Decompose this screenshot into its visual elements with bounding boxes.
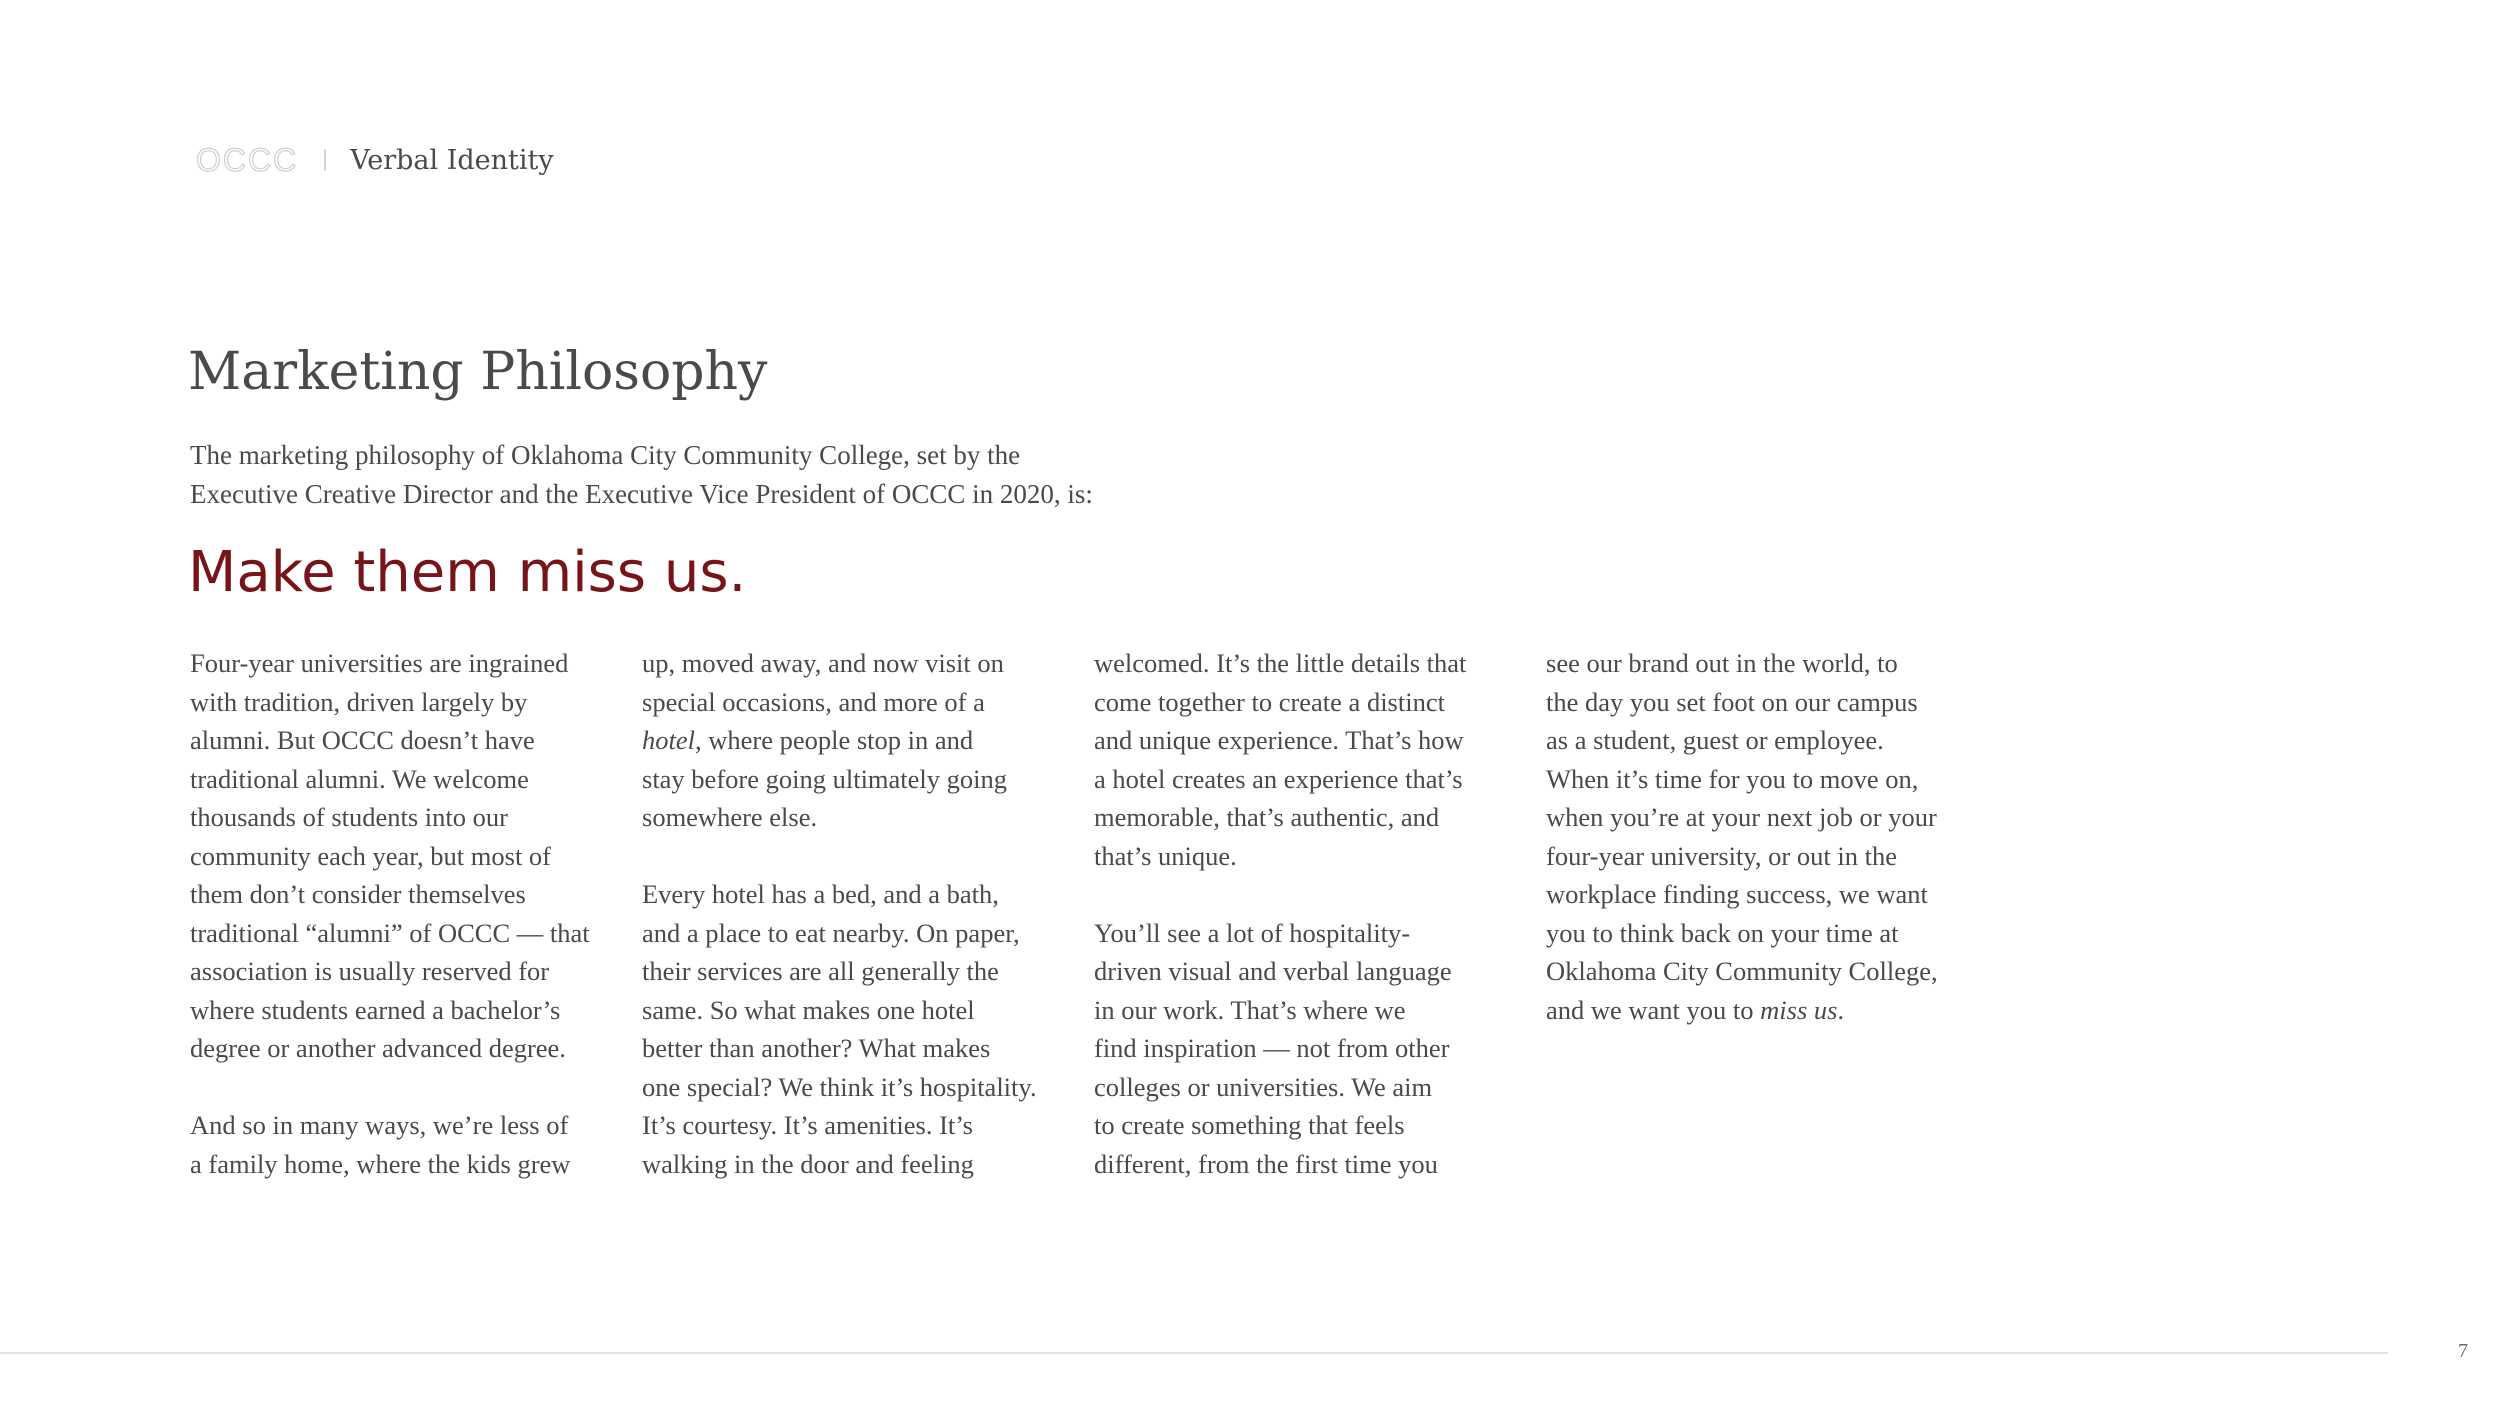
- body-line: and a place to eat nearby. On paper,: [642, 917, 1020, 948]
- body-line: when you’re at your next job or your: [1546, 802, 1937, 832]
- body-line: You’ll see a lot of hospitality-: [1094, 917, 1411, 948]
- header-divider: [324, 149, 326, 171]
- body-line: up, moved away, and now visit on: [642, 648, 1004, 678]
- body-line: to create something that feels: [1094, 1110, 1405, 1140]
- body-column-1: [190, 644, 620, 1183]
- body-line: When it’s time for you to move on,: [1546, 763, 1919, 794]
- body-line: that’s unique.: [1094, 840, 1237, 871]
- body-line: find inspiration — not from other: [1094, 1033, 1450, 1063]
- body-line: see our brand out in the world, to: [1546, 648, 1898, 678]
- body-line: in our work. That’s where we: [1094, 994, 1406, 1025]
- body-line: same. So what makes one hotel: [642, 994, 975, 1025]
- body-line: community each year, but most of: [190, 840, 552, 871]
- body-line: and we want you to miss us.: [1546, 994, 1845, 1025]
- body-line: one special? We think it’s hospitality.: [642, 1071, 1037, 1102]
- body-line: thousands of students into our: [190, 802, 508, 832]
- page-number: 7: [2458, 1340, 2468, 1362]
- intro-line: The marketing philosophy of Oklahoma City Community College, set by the: [190, 440, 1021, 470]
- body-line: driven visual and verbal language: [1094, 956, 1452, 986]
- tagline: Make them miss us.: [188, 540, 747, 605]
- body-line: memorable, that’s authentic, and: [1094, 802, 1440, 832]
- body-line: better than another? What makes: [642, 1033, 991, 1063]
- body-line: hotel, where people stop in and: [642, 725, 974, 755]
- body-line: workplace finding success, we want: [1546, 879, 1928, 909]
- occc-logo: OCCC: [196, 141, 299, 178]
- emphasis-text: miss us: [1760, 994, 1838, 1025]
- body-line: you to think back on your time at: [1546, 917, 1899, 948]
- body-line: somewhere else.: [642, 802, 818, 832]
- intro-paragraph: [190, 436, 1190, 513]
- body-line: their services are all generally the: [642, 956, 999, 986]
- body-column-4: [1546, 644, 1976, 1029]
- body-line: degree or another advanced degree.: [190, 1033, 566, 1063]
- body-line: different, from the first time you: [1094, 1148, 1438, 1179]
- emphasis-text: hotel: [642, 725, 695, 755]
- body-line: alumni. But OCCC doesn’t have: [190, 725, 535, 755]
- body-line: association is usually reserved for: [190, 956, 550, 986]
- body-line: as a student, guest or employee.: [1546, 725, 1884, 755]
- body-line: where students earned a bachelor’s: [190, 994, 561, 1025]
- body-line: It’s courtesy. It’s amenities. It’s: [642, 1110, 973, 1140]
- body-line: with tradition, driven largely by: [190, 686, 528, 717]
- body-line: four-year university, or out in the: [1546, 840, 1897, 871]
- body-line: Oklahoma City Community College,: [1546, 956, 1938, 986]
- body-column-3: [1094, 644, 1524, 1183]
- body-line: colleges or universities. We aim: [1094, 1071, 1433, 1102]
- body-line: a hotel creates an experience that’s: [1094, 763, 1463, 794]
- section-label: Verbal Identity: [350, 144, 554, 176]
- body-line: traditional “alumni” of OCCC — that: [190, 917, 590, 948]
- page-title: Marketing Philosophy: [188, 342, 768, 402]
- body-line: traditional alumni. We welcome: [190, 763, 529, 794]
- body-line: Four-year universities are ingrained: [190, 648, 569, 678]
- body-line: [190, 1068, 620, 1107]
- body-column-2: [642, 644, 1072, 1183]
- body-line: them don’t consider themselves: [190, 879, 526, 909]
- body-line: the day you set foot on our campus: [1546, 686, 1918, 717]
- body-line: special occasions, and more of a: [642, 686, 985, 717]
- body-line: welcomed. It’s the little details that: [1094, 648, 1467, 678]
- body-line: a family home, where the kids grew: [190, 1148, 571, 1179]
- footer-divider: [0, 1352, 2388, 1354]
- intro-line: Executive Creative Director and the Executive Vice President of OCCC in 2020, is:: [190, 478, 1093, 509]
- body-line: walking in the door and feeling: [642, 1148, 974, 1179]
- body-line: Every hotel has a bed, and a bath,: [642, 879, 999, 909]
- body-line: [1094, 875, 1524, 914]
- body-line: and unique experience. That’s how: [1094, 725, 1464, 755]
- body-line: And so in many ways, we’re less of: [190, 1110, 569, 1140]
- body-line: [642, 837, 1072, 876]
- body-line: stay before going ultimately going: [642, 763, 1008, 794]
- page-header: [196, 140, 554, 180]
- body-line: come together to create a distinct: [1094, 686, 1445, 717]
